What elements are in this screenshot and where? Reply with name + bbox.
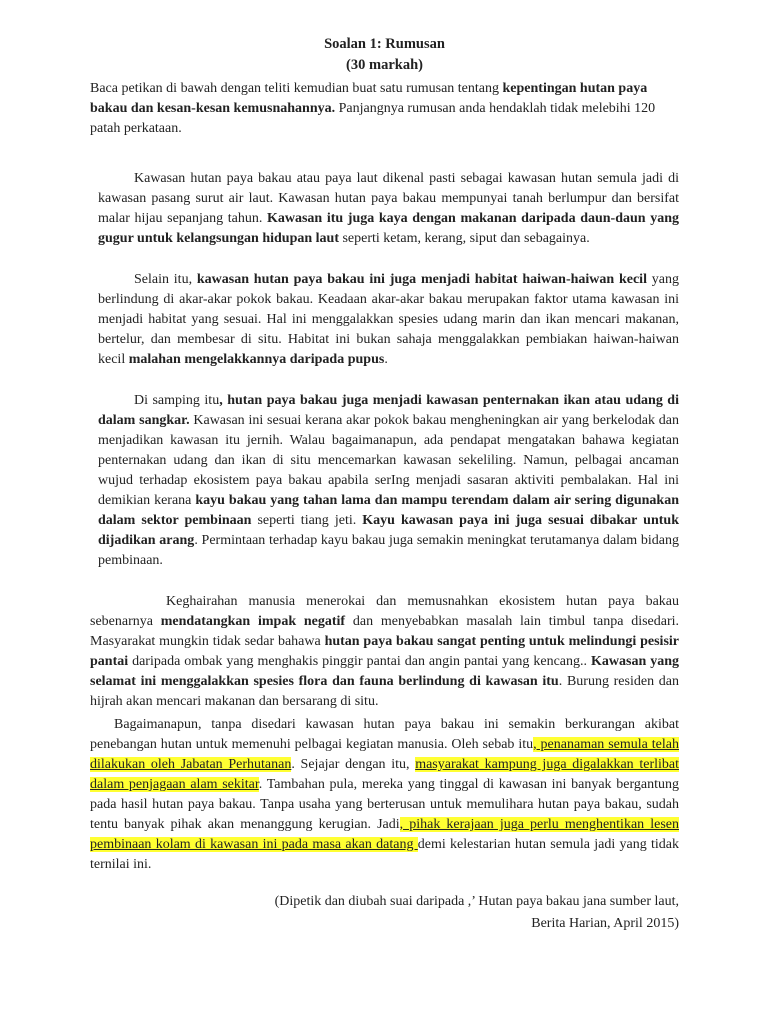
instruction-text — [90, 79, 679, 139]
p4-bold: Kawasan yang selamat ini menggalakkan spesies flora dan fauna berlindung di kawasan itu — [90, 654, 679, 689]
question-title: Soalan 1: Rumusan — [324, 36, 445, 52]
p3-text: Kawasan ini sesuai kerana akar pokok bakau mengheningkan air yang berkelodak dan menjadikan kawasan itu jernih. Walau bagaimanapun, ada pendapat mengatakan bahawa kegiatan penternakan udang dan ikan di situ mencemarkan kawasan sekeliling. Namun, pelbagai ancaman wujud terhadap ekosistem paya bakau apabila serIng menjadi sasaran aktiviti pembalakan. Hal ini demikian kerana — [98, 413, 679, 508]
p3-bold: , hutan paya bakau juga menjadi kawasan penternakan ikan atau udang di dalam sangkar. — [98, 393, 679, 428]
p2-bold: malahan mengelakkannya daripada pupus — [128, 352, 385, 367]
citation-line: Berita Harian, April 2015) — [531, 916, 679, 931]
paragraph-2 — [90, 270, 679, 370]
p4-text: dan menyebabkan masalah lain timbul tanpa disedari. Masyarakat mungkin tidak sedar bahawa — [90, 614, 680, 649]
instruction-part: Baca petikan di bawah dengan teliti kemudian buat satu rumusan tentang — [90, 81, 503, 96]
p5-text: . Tambahan pula, mereka yang tinggal di kawasan ini banyak bergantung pada hasil hutan paya bakau. Tanpa usaha yang berterusan untuk memulihara hutan paya bakau, sudah tentu banyak pihak akan menanggung kerugian. Jadi — [90, 777, 679, 832]
citation-line: (Dipetik dan diubah suai daripada ,’ Hutan paya bakau jana sumber laut, — [274, 894, 679, 909]
p4-text: . Burung residen dan hijrah akan mencari makanan dan bersarang di situ. — [90, 674, 679, 709]
p3-text: . Permintaan terhadap kayu bakau juga semakin meningkat terutamanya dalam bidang pembinaan. — [98, 533, 679, 568]
document-page — [90, 34, 679, 935]
paragraph-3 — [90, 391, 679, 571]
p5-text: . Sejajar dengan itu, — [291, 757, 416, 772]
paragraph-1 — [90, 169, 679, 249]
instruction-bold: kepentingan hutan paya bakau dan kesan-kesan kemusnahannya. — [90, 81, 648, 116]
instruction-part: Panjangnya rumusan anda hendaklah tidak melebihi 120 patah perkataan. — [90, 101, 656, 136]
paragraph-4 — [90, 592, 679, 712]
p4-text: daripada ombak yang menghakis pinggir pantai dan angin pantai yang kencang.. — [128, 654, 591, 669]
p5-text: Bagaimanapun, tanpa disedari kawasan hutan paya bakau ini semakin berkurangan akibat penebangan hutan untuk memenuhi pelbagai kegiatan manusia. Oleh sebab itu — [90, 717, 679, 752]
p1-bold: Kawasan itu juga kaya dengan makanan daripada daun-daun yang gugur untuk kelangsungan hidupan laut — [98, 211, 679, 246]
p3-bold: Kayu kawasan paya ini juga sesuai dibakar untuk dijadikan arang — [98, 513, 679, 548]
p3-text: Di samping itu — [134, 393, 220, 408]
paragraph-5 — [90, 715, 679, 875]
highlighted-text: , pihak kerajaan juga perlu menghentikan lesen pembinaan kolam di kawasan ini pada masa akan datang — [90, 817, 679, 852]
highlighted-text: masyarakat kampung juga digalakkan terlibat dalam penjagaan alam sekitar — [90, 757, 679, 792]
p2-text: yang berlindung di akar-akar pokok bakau. Keadaan akar-akar bakau merupakan faktor utama kawasan ini menjadi habitat yang sesuai. Hal ini menggalakkan spesies udang marin dan ikan mencari makanan, bertelur, dan membesar di situ. Habitat ini bukan sahaja menggalakkan pembiakan haiwan-haiwan kecil — [98, 272, 679, 367]
highlighted-text: , penanaman semula telah dilakukan oleh Jabatan Perhutanan — [90, 737, 680, 772]
p2-text: . — [384, 352, 388, 367]
p4-bold: mendatangkan impak negatif — [160, 614, 346, 629]
p3-text: seperti tiang jeti. — [251, 513, 363, 528]
p1-text: seperti ketam, kerang, siput dan sebagainya. — [338, 231, 590, 246]
p3-bold: kayu bakau yang tahan lama dan mampu terendam dalam air sering digunakan dalam sektor pembinaan — [98, 493, 679, 528]
p4-bold: hutan paya bakau sangat penting untuk melindungi pesisir pantai — [90, 634, 679, 669]
source-citation — [90, 891, 679, 935]
p2-bold: kawasan hutan paya bakau ini juga menjadi habitat haiwan-haiwan kecil — [196, 272, 647, 287]
p1-text: Kawasan hutan paya bakau atau paya laut dikenal pasti sebagai kawasan hutan semula jadi di kawasan pasang surut air laut. Kawasan hutan paya bakau mempunyai tanah berlumpur dan bersifat malar hijau sepanjang tahun. — [98, 171, 679, 226]
p4-text: Keghairahan manusia menerokai dan memusnahkan ekosistem hutan paya bakau sebenarnya — [90, 594, 679, 629]
p2-text: Selain itu, — [134, 272, 197, 287]
marks-label: (30 markah) — [346, 57, 423, 73]
p5-text: demi kelestarian hutan semula jadi yang tidak ternilai ini. — [90, 837, 679, 872]
